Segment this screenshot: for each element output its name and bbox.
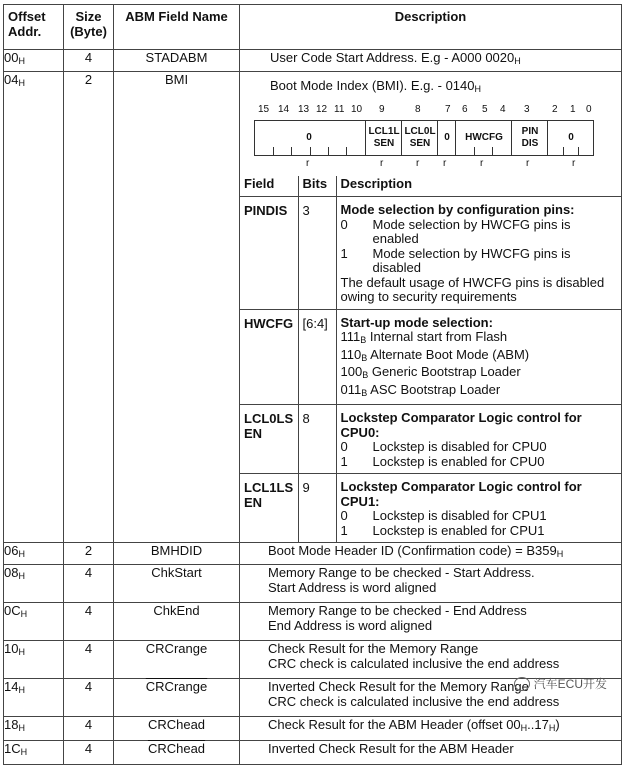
field-cell: STADABM bbox=[114, 50, 240, 72]
bit-number: 7 bbox=[445, 104, 451, 115]
access-label: r bbox=[380, 158, 384, 169]
bit-number: 12 bbox=[316, 104, 328, 115]
desc-sub: H bbox=[514, 56, 521, 66]
desc-sub: H bbox=[556, 549, 564, 559]
field-cell: ChkEnd bbox=[114, 603, 240, 641]
access-row bbox=[254, 158, 594, 172]
offset-cell bbox=[4, 741, 64, 765]
option-key: 111 bbox=[340, 329, 361, 344]
bmi-field-table bbox=[240, 176, 621, 542]
size-cell: 4 bbox=[64, 50, 114, 72]
option-text: Generic Bootstrap Loader bbox=[368, 364, 521, 379]
bit-tick bbox=[273, 147, 274, 155]
offset-sub: H bbox=[20, 609, 28, 619]
bit-tick bbox=[328, 147, 329, 155]
size-cell: 4 bbox=[64, 717, 114, 741]
bit-number: 13 bbox=[298, 104, 310, 115]
desc-line: CRC check is calculated inclusive the end address bbox=[268, 656, 560, 671]
access-label: r bbox=[526, 158, 530, 169]
reg-field-bit7: 0 bbox=[437, 121, 456, 155]
offset-value: 10 bbox=[4, 641, 19, 656]
bit-number: 0 bbox=[586, 104, 592, 115]
register-box bbox=[254, 120, 594, 156]
inner-row-lcl1lsen bbox=[240, 474, 621, 543]
size-cell: 2 bbox=[64, 72, 114, 543]
option-sub: B bbox=[360, 335, 367, 345]
desc-sub: H bbox=[548, 723, 556, 733]
inner-field-bits: [6:4] bbox=[298, 309, 336, 405]
size-cell: 4 bbox=[64, 603, 114, 641]
field-cell: CRChead bbox=[114, 717, 240, 741]
offset-cell bbox=[4, 603, 64, 641]
bit-number: 2 bbox=[552, 104, 558, 115]
bit-tick bbox=[346, 147, 347, 155]
size-cell: 4 bbox=[64, 565, 114, 603]
inner-desc-title: Lockstep Comparator Logic control for CPU0: bbox=[340, 410, 582, 440]
bit-number: 5 bbox=[482, 104, 488, 115]
option-text: Internal start from Flash bbox=[366, 329, 508, 344]
option-key: 011 bbox=[340, 381, 362, 397]
inner-field-bits: 8 bbox=[298, 405, 336, 474]
inner-field-name: PINDIS bbox=[240, 197, 298, 310]
abm-header-table bbox=[3, 4, 622, 765]
bit-number: 11 bbox=[334, 104, 345, 115]
inner-col-desc: Description bbox=[336, 176, 621, 197]
desc-cell bbox=[240, 717, 622, 741]
bmi-desc bbox=[240, 72, 621, 104]
field-cell: BMI bbox=[114, 72, 240, 543]
field-cell: BMHDID bbox=[114, 543, 240, 565]
field-cell bbox=[114, 741, 240, 765]
desc-text: Inverted Check Result for the ABM Header bbox=[268, 741, 514, 756]
option-text: Lockstep is enabled for CPU1 bbox=[372, 522, 545, 538]
desc-line: Memory Range to be checked - Start Address. bbox=[268, 565, 535, 580]
size-cell: 4 bbox=[64, 741, 114, 765]
table-row-bmi bbox=[4, 72, 622, 543]
desc-line: Check Result for the Memory Range bbox=[268, 641, 479, 656]
inner-row-lcl0lsen bbox=[240, 405, 621, 474]
offset-sub: H bbox=[18, 723, 25, 733]
inner-desc-title: Mode selection by configuration pins: bbox=[340, 202, 575, 217]
reg-field-lcl0lsen: LCL0L SEN bbox=[401, 121, 438, 155]
offset-cell bbox=[4, 717, 64, 741]
bit-number: 6 bbox=[462, 104, 468, 115]
desc-line: CRC check is calculated inclusive the end address bbox=[268, 694, 560, 709]
field-overlined: CRCrange bbox=[145, 679, 208, 694]
option-sub: B bbox=[361, 352, 368, 363]
bit-tick bbox=[474, 147, 475, 155]
offset-cell bbox=[4, 641, 64, 679]
col-field-label: ABM Field Name bbox=[125, 9, 228, 24]
inner-field-bits: 3 bbox=[298, 197, 336, 310]
bit-number: 3 bbox=[524, 104, 530, 115]
size-cell: 2 bbox=[64, 543, 114, 565]
offset-cell bbox=[4, 50, 64, 72]
offset-sub: H bbox=[20, 747, 28, 757]
inner-field-desc bbox=[336, 405, 621, 474]
table-row bbox=[4, 565, 622, 603]
reg-field-pindis: PIN DIS bbox=[511, 121, 548, 155]
desc-line: Memory Range to be checked - End Address bbox=[268, 603, 527, 618]
access-label: r bbox=[443, 158, 447, 169]
bit-number: 4 bbox=[500, 104, 506, 115]
desc-text: ..17 bbox=[527, 717, 549, 732]
access-label: r bbox=[416, 158, 420, 169]
header-row bbox=[4, 5, 622, 50]
col-offset bbox=[4, 5, 64, 50]
option-text: Alternate Boot Mode (ABM) bbox=[367, 346, 530, 362]
inner-col-bits: Bits bbox=[298, 176, 336, 197]
inner-field-name: LCL0LS EN bbox=[240, 405, 298, 474]
bit-tick bbox=[291, 147, 292, 155]
option-key: 1 bbox=[340, 245, 348, 261]
inner-field-desc bbox=[336, 197, 621, 310]
inner-field-desc bbox=[336, 309, 621, 405]
offset-cell bbox=[4, 679, 64, 717]
option-key: 1 bbox=[340, 522, 348, 538]
reg-field-hwcfg: HWCFG bbox=[455, 121, 512, 155]
offset-sub: H bbox=[18, 685, 25, 695]
bmi-register-diagram bbox=[254, 104, 594, 176]
option-text: Mode selection by HWCFG pins is disabled bbox=[372, 245, 571, 275]
desc-line: End Address is word aligned bbox=[268, 618, 433, 633]
watermark bbox=[514, 675, 607, 692]
offset-value: 06 bbox=[4, 543, 19, 558]
size-cell: 4 bbox=[64, 679, 114, 717]
bit-number: 8 bbox=[415, 104, 421, 115]
col-size-label: Size (Byte) bbox=[70, 9, 107, 39]
offset-value: 14 bbox=[4, 679, 19, 694]
desc-cell bbox=[240, 603, 622, 641]
offset-sub: H bbox=[18, 571, 25, 581]
desc-text: Check Result for the ABM Header (offset 00 bbox=[268, 717, 521, 732]
bit-number: 1 bbox=[570, 104, 576, 115]
option-key: 0 bbox=[340, 216, 348, 232]
option-key: 100 bbox=[340, 364, 363, 379]
field-cell: ChkStart bbox=[114, 565, 240, 603]
col-field bbox=[114, 5, 240, 50]
option-key: 0 bbox=[340, 508, 348, 523]
option-sub: B bbox=[361, 387, 368, 398]
table-row bbox=[4, 717, 622, 741]
col-desc bbox=[240, 5, 622, 50]
bit-number: 10 bbox=[351, 104, 363, 115]
bit-number: 9 bbox=[379, 104, 385, 115]
option-text: Lockstep is disabled for CPU1 bbox=[372, 508, 547, 523]
desc-cell bbox=[240, 50, 622, 72]
inner-field-name: HWCFG bbox=[240, 309, 298, 405]
bit-tick bbox=[492, 147, 493, 155]
offset-cell bbox=[4, 72, 64, 543]
field-cell: CRCrange bbox=[114, 641, 240, 679]
inner-row-pindis bbox=[240, 197, 621, 310]
desc-sub: H bbox=[474, 84, 481, 94]
offset-sub: H bbox=[18, 647, 25, 657]
option-text: Lockstep is enabled for CPU0 bbox=[372, 453, 545, 469]
offset-value: 04 bbox=[4, 72, 19, 87]
size-cell: 4 bbox=[64, 641, 114, 679]
table-row bbox=[4, 543, 622, 565]
watermark-text: 汽车ECU开发 bbox=[533, 677, 607, 691]
bit-number: 14 bbox=[278, 104, 290, 115]
desc-cell bbox=[240, 565, 622, 603]
reg-field-reserved-low: 0 bbox=[547, 121, 594, 155]
table-row bbox=[4, 641, 622, 679]
bit-tick bbox=[310, 147, 311, 155]
offset-sub: H bbox=[18, 78, 25, 88]
inner-field-name: LCL1LS EN bbox=[240, 474, 298, 543]
reg-field-reserved-high: 0 bbox=[306, 132, 312, 143]
offset-value: 00 bbox=[4, 50, 19, 65]
desc-cell bbox=[240, 543, 622, 565]
field-overlined: CRChead bbox=[147, 741, 206, 756]
inner-desc-title: Start-up mode selection: bbox=[340, 314, 493, 330]
desc-text: User Code Start Address. E.g - A000 0020 bbox=[270, 50, 515, 65]
desc-text: ) bbox=[555, 717, 560, 732]
desc-line: Inverted Check Result for the Memory Range bbox=[268, 679, 529, 694]
offset-value: 1C bbox=[4, 741, 21, 756]
table-row bbox=[4, 603, 622, 641]
inner-row-hwcfg bbox=[240, 309, 621, 405]
desc-sub: H bbox=[520, 723, 528, 733]
option-key: 1 bbox=[340, 453, 348, 469]
inner-field-bits: 9 bbox=[298, 474, 336, 543]
access-label: r bbox=[306, 158, 310, 169]
option-key: 110 bbox=[340, 346, 362, 362]
offset-sub: H bbox=[18, 56, 25, 66]
desc-line: Start Address is word aligned bbox=[268, 580, 437, 595]
offset-value: 0C bbox=[4, 603, 21, 618]
bit-numbers bbox=[254, 104, 594, 118]
wechat-icon bbox=[514, 677, 530, 691]
desc-text: Boot Mode Header ID (Confirmation code) = B359 bbox=[268, 543, 557, 558]
reg-field-lcl1lsen: LCL1L SEN bbox=[365, 121, 402, 155]
desc-cell bbox=[240, 741, 622, 765]
access-label: r bbox=[480, 158, 484, 169]
option-key: 0 bbox=[340, 439, 348, 454]
bmi-desc-cell bbox=[240, 72, 622, 543]
option-sub: B bbox=[362, 370, 369, 380]
offset-value: 08 bbox=[4, 565, 19, 580]
col-size bbox=[64, 5, 114, 50]
inner-desc-title: Lockstep Comparator Logic control for CPU1: bbox=[340, 479, 582, 509]
offset-value: 18 bbox=[4, 717, 19, 732]
inner-col-field: Field bbox=[244, 176, 275, 191]
inner-field-desc bbox=[336, 474, 621, 543]
desc-cell bbox=[240, 641, 622, 679]
option-text: Lockstep is disabled for CPU0 bbox=[372, 439, 547, 454]
access-label: r bbox=[572, 158, 576, 169]
bit-tick bbox=[563, 147, 564, 155]
table-row bbox=[4, 741, 622, 765]
desc-text: Boot Mode Index (BMI). E.g. - 0140 bbox=[270, 78, 475, 93]
table-row bbox=[4, 50, 622, 72]
inner-note: The default usage of HWCFG pins is disabled owing to security requirements bbox=[340, 274, 605, 304]
offset-cell bbox=[4, 565, 64, 603]
offset-sub: H bbox=[18, 549, 25, 559]
offset-cell bbox=[4, 543, 64, 565]
col-offset-label: Offset Addr. bbox=[8, 9, 46, 39]
bit-tick bbox=[578, 147, 579, 155]
option-text: Mode selection by HWCFG pins is enabled bbox=[372, 216, 571, 246]
bit-number: 15 bbox=[258, 104, 270, 115]
col-desc-label: Description bbox=[394, 9, 467, 24]
option-text: ASC Bootstrap Loader bbox=[367, 381, 501, 397]
field-cell bbox=[114, 679, 240, 717]
